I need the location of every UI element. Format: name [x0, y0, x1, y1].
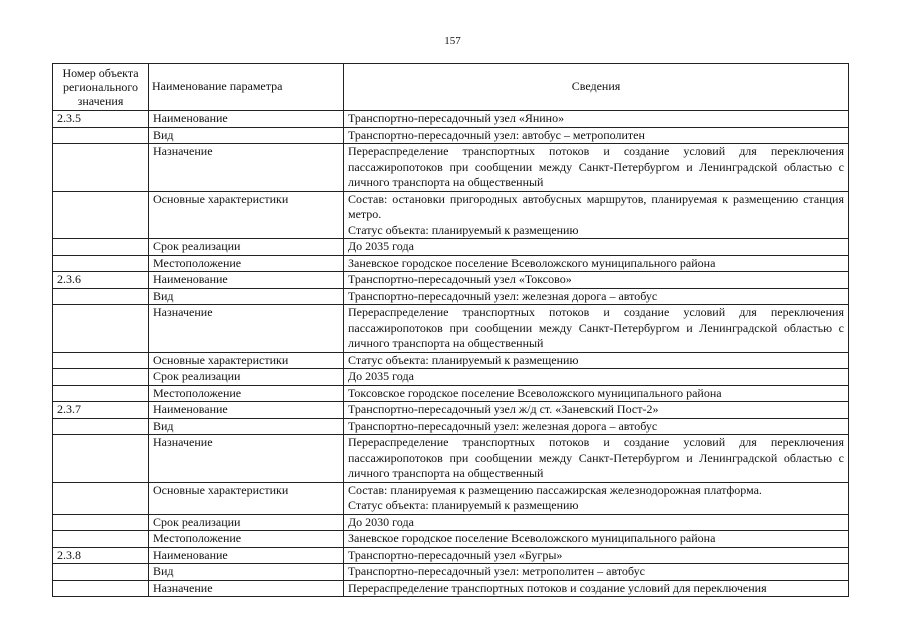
details-cell: [344, 418, 849, 435]
details-text: До 2035 года: [348, 239, 414, 253]
table-row: [53, 402, 849, 419]
details-text: До 2035 года: [348, 369, 414, 383]
object-number-cell: [53, 352, 149, 369]
details-text: Транспортно-пересадочный узел: автобус – метрополитен: [348, 127, 645, 142]
parameter-name-cell: Основные характеристики: [149, 482, 344, 514]
table-row: [53, 482, 849, 514]
header-parameter-name: Наименование параметра: [149, 64, 344, 111]
object-number-cell: [53, 127, 149, 144]
details-cell: [344, 435, 849, 483]
parameter-name-cell: Срок реализации: [149, 369, 344, 386]
details-status-text: Статус объекта: планируемый к размещению: [348, 498, 579, 512]
details-cell: [344, 564, 849, 581]
details-cell: [344, 514, 849, 531]
parameter-name-cell: Срок реализации: [149, 514, 344, 531]
header-object-number: Номер объекта регионального значения: [53, 64, 149, 111]
object-number-cell: [53, 239, 149, 256]
details-text: Заневское городское поселение Всеволожского муниципального района: [348, 255, 716, 270]
object-number-cell: [53, 191, 149, 239]
details-text: Состав: остановки пригородных автобусных маршрутов, планируемая к размещению станция метро.: [348, 191, 844, 221]
table-row: [53, 531, 849, 548]
object-number-cell: [53, 435, 149, 483]
table-row: [53, 418, 849, 435]
object-number-cell: [53, 514, 149, 531]
object-number-cell: [53, 580, 149, 597]
details-text: Перераспределение транспортных потоков и создание условий для переключения пассажиропотоков при сообщении между Санкт-Петербургом и Ленинградской областью с личного транспорта на общественный: [348, 305, 844, 350]
object-number-cell: [53, 144, 149, 192]
parameter-name-cell: Вид: [149, 418, 344, 435]
details-cell: [344, 255, 849, 272]
parameter-name-cell: Наименование: [149, 272, 344, 289]
parameter-name-cell: Основные характеристики: [149, 352, 344, 369]
details-cell: [344, 239, 849, 256]
parameter-name-cell: Срок реализации: [149, 239, 344, 256]
details-text: Заневское городское поселение Всеволожского муниципального района: [348, 531, 716, 545]
object-number-cell: 2.3.5: [53, 111, 149, 128]
table-row: [53, 127, 849, 144]
parameter-name-cell: Назначение: [149, 305, 344, 353]
details-text: Статус объекта: планируемый к размещению: [348, 352, 579, 367]
details-text: Перераспределение транспортных потоков и создание условий для переключения: [348, 580, 767, 595]
table-row: [53, 144, 849, 192]
table-row: [53, 272, 849, 289]
parameter-name-cell: Основные характеристики: [149, 191, 344, 239]
table-row: [53, 288, 849, 305]
object-number-cell: [53, 305, 149, 353]
parameter-name-cell: Вид: [149, 564, 344, 581]
details-text: Транспортно-пересадочный узел ж/д ст. «Заневский Пост-2»: [348, 402, 659, 416]
object-number-cell: [53, 418, 149, 435]
details-text: Транспортно-пересадочный узел: железная дорога – автобус: [348, 288, 658, 303]
details-text: Перераспределение транспортных потоков и создание условий для переключения пассажиропотоков при сообщении между Санкт-Петербургом и Ленинградской областью с личного транспорта на общественный: [348, 144, 844, 189]
table-row: [53, 191, 849, 239]
details-cell: [344, 402, 849, 419]
parameter-name-cell: Назначение: [149, 144, 344, 192]
object-number-cell: 2.3.7: [53, 402, 149, 419]
details-text: Состав: планируемая к размещению пассажирская железнодорожная платформа.: [348, 482, 762, 497]
details-text: До 2030 года: [348, 514, 414, 529]
details-cell: [344, 369, 849, 386]
object-number-cell: 2.3.6: [53, 272, 149, 289]
details-status-text: Статус объекта: планируемый к размещению: [348, 222, 579, 237]
parameter-name-cell: Наименование: [149, 111, 344, 128]
parameter-name-cell: Назначение: [149, 580, 344, 597]
table-row: [53, 514, 849, 531]
object-number-cell: [53, 531, 149, 548]
table-header-row: [53, 64, 849, 111]
details-text: Токсовское городское поселение Всеволожского муниципального района: [348, 385, 722, 400]
header-details: Сведения: [344, 64, 849, 111]
details-cell: [344, 127, 849, 144]
page-number: 157: [444, 35, 461, 47]
parameter-name-cell: Вид: [149, 288, 344, 305]
details-text: Транспортно-пересадочный узел «Янино»: [348, 111, 565, 125]
table-body: [53, 111, 849, 597]
details-cell: [344, 531, 849, 548]
object-number-cell: [53, 255, 149, 272]
details-text: Транспортно-пересадочный узел «Токсово»: [348, 272, 572, 286]
details-cell: [344, 288, 849, 305]
details-text: Перераспределение транспортных потоков и создание условий для переключения пассажиропотоков при сообщении между Санкт-Петербургом и Ленинградской областью с личного транспорта на общественный: [348, 435, 844, 480]
table-row: [53, 111, 849, 128]
details-cell: [344, 111, 849, 128]
object-number-cell: [53, 564, 149, 581]
details-cell: [344, 385, 849, 402]
parameter-name-cell: Местоположение: [149, 385, 344, 402]
details-cell: [344, 352, 849, 369]
details-cell: [344, 305, 849, 353]
table-row: [53, 352, 849, 369]
parameter-name-cell: Наименование: [149, 402, 344, 419]
details-cell: [344, 272, 849, 289]
parameter-name-cell: Местоположение: [149, 531, 344, 548]
details-text: Транспортно-пересадочный узел: метрополитен – автобус: [348, 564, 645, 578]
details-cell: [344, 547, 849, 564]
table-row: [53, 435, 849, 483]
objects-table: [52, 63, 849, 597]
table-row: [53, 305, 849, 353]
table-row: [53, 239, 849, 256]
table-row: [53, 547, 849, 564]
object-number-cell: [53, 385, 149, 402]
table-row: [53, 369, 849, 386]
parameter-name-cell: Назначение: [149, 435, 344, 483]
table-row: [53, 564, 849, 581]
details-cell: [344, 580, 849, 597]
parameter-name-cell: Наименование: [149, 547, 344, 564]
details-cell: [344, 482, 849, 514]
details-text: Транспортно-пересадочный узел: железная дорога – автобус: [348, 418, 658, 433]
details-cell: [344, 191, 849, 239]
table-row: [53, 255, 849, 272]
object-number-cell: [53, 369, 149, 386]
details-text: Транспортно-пересадочный узел «Бугры»: [348, 547, 563, 562]
object-number-cell: [53, 288, 149, 305]
object-number-cell: [53, 482, 149, 514]
parameter-name-cell: Местоположение: [149, 255, 344, 272]
parameter-name-cell: Вид: [149, 127, 344, 144]
table-row: [53, 385, 849, 402]
object-number-cell: 2.3.8: [53, 547, 149, 564]
details-cell: [344, 144, 849, 192]
table-row: [53, 580, 849, 597]
